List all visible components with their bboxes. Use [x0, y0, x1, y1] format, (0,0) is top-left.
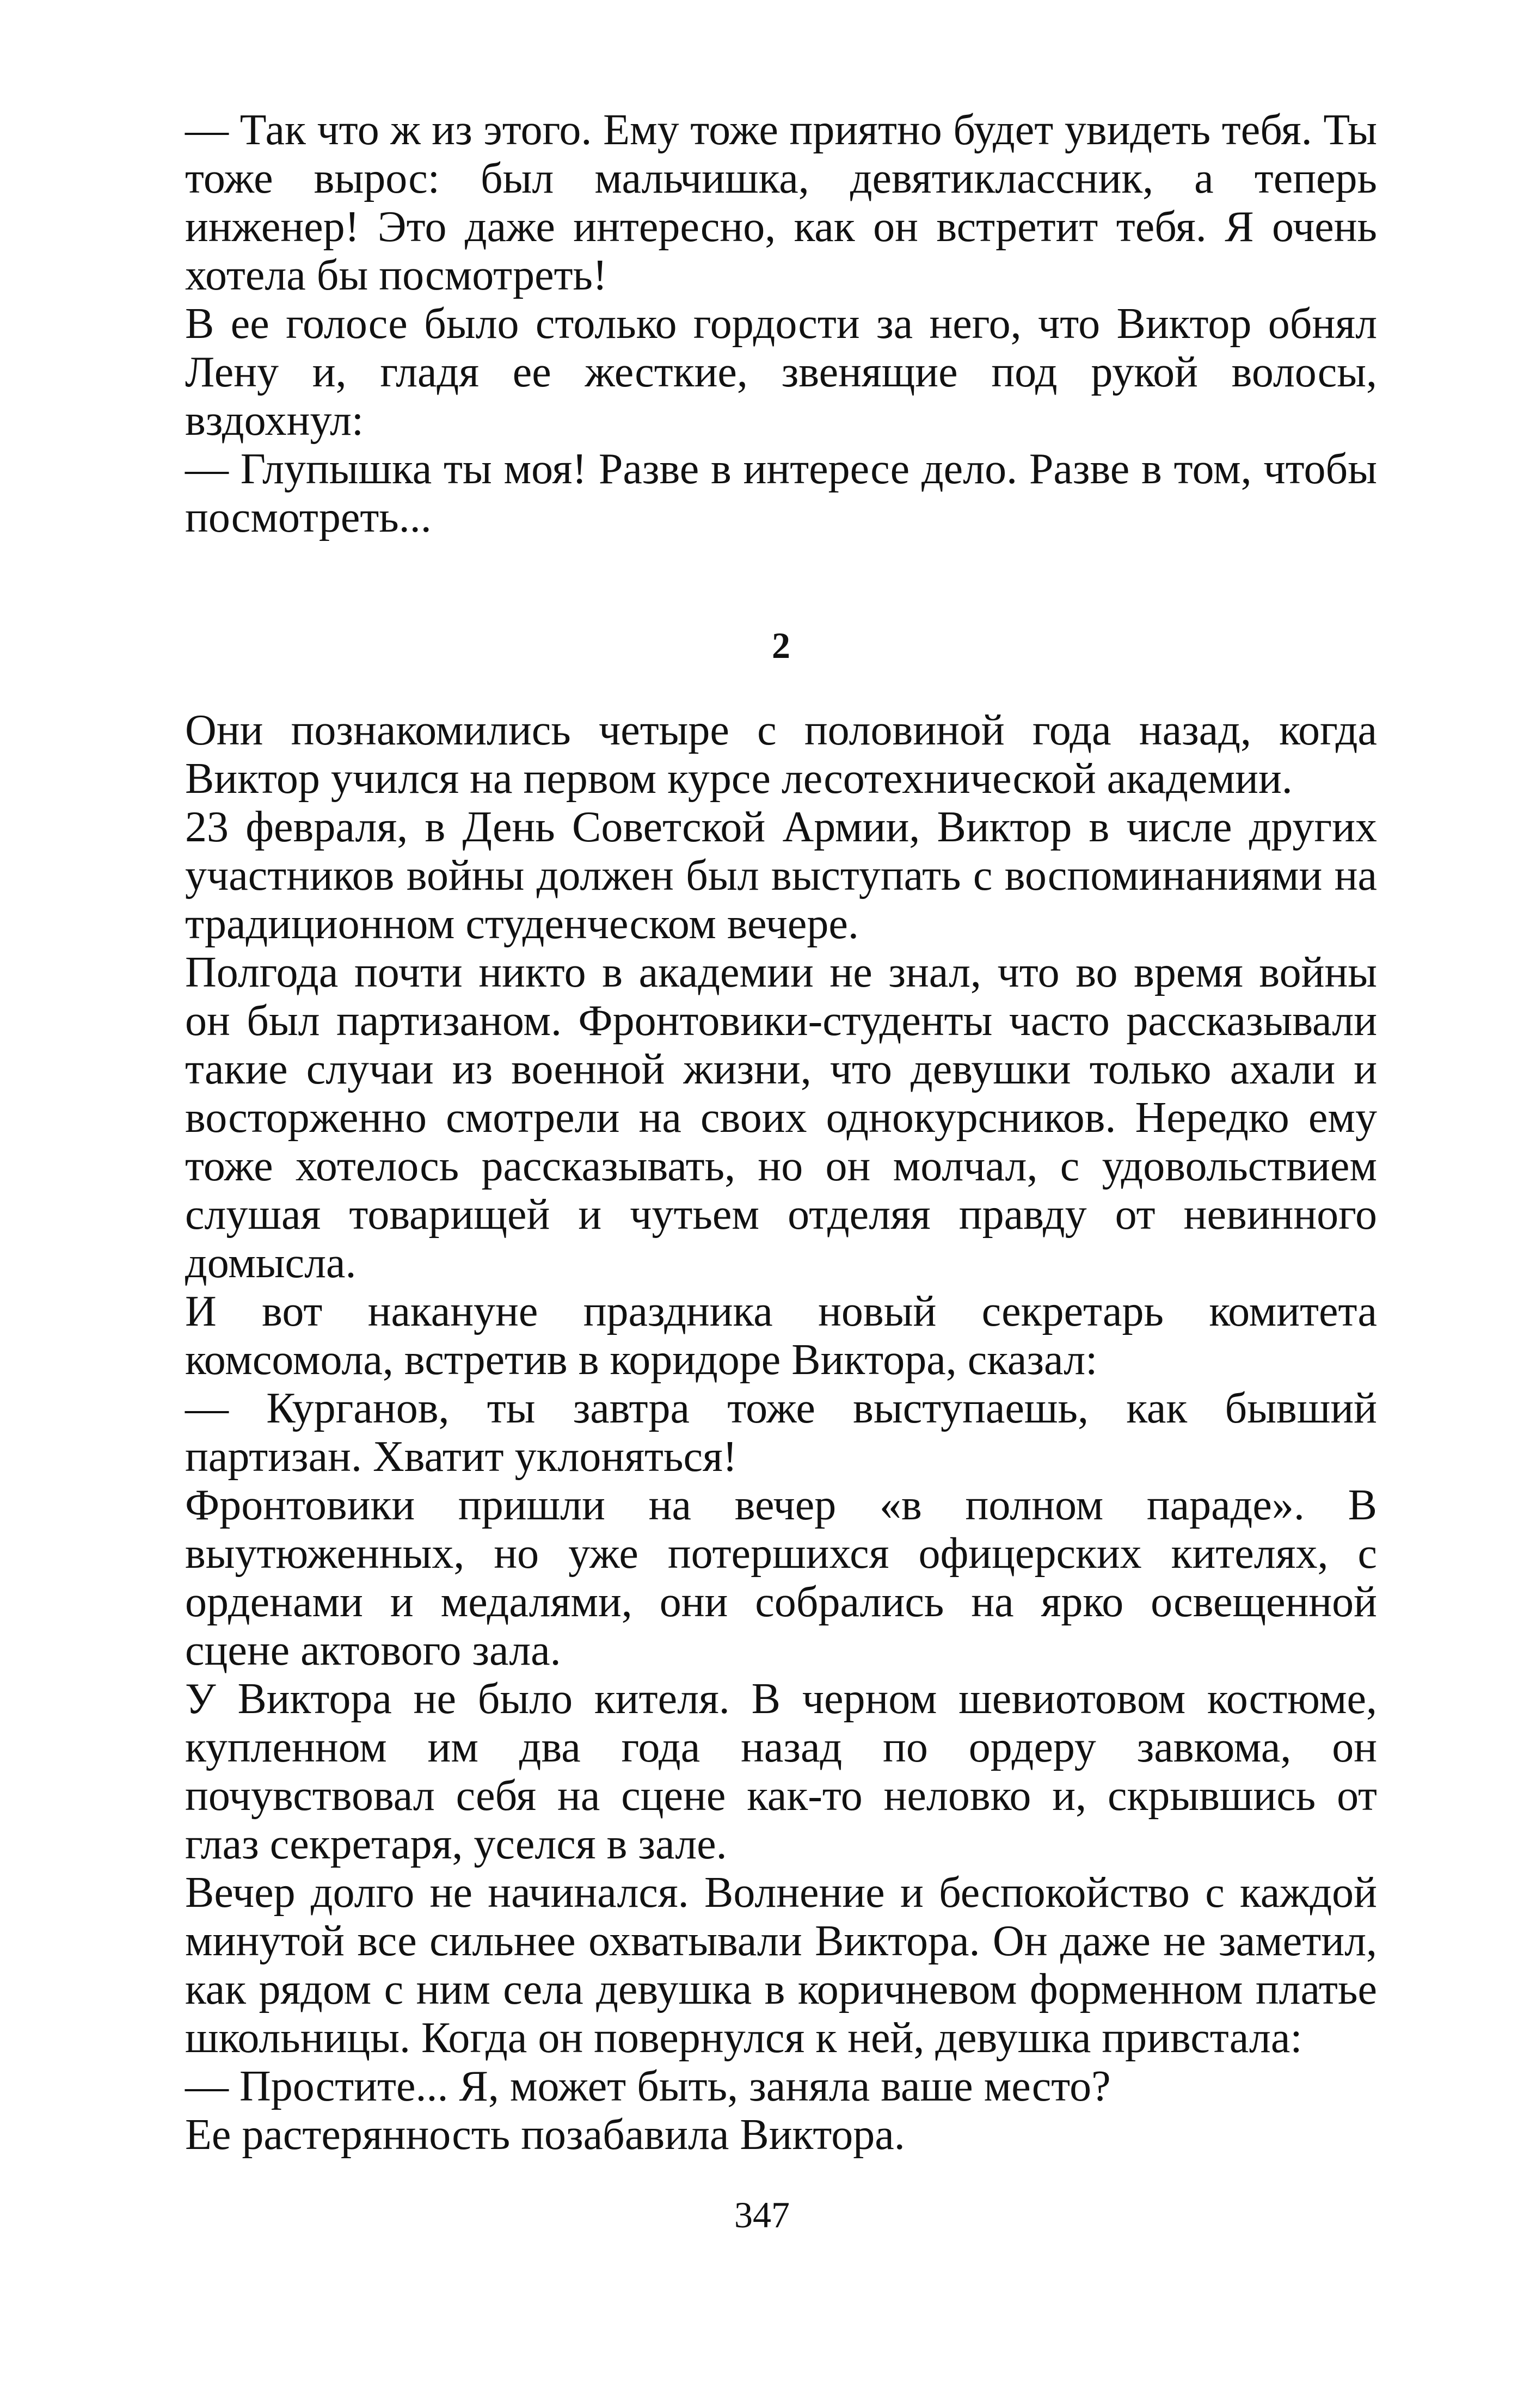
paragraph: Вечер долго не начинался. Волнение и беспокойство с каждой минутой все сильнее охватывали Виктора. Он даже не заметил, как рядом с ним села девушка в коричневом форменном платье школьницы. Когда он повернулся к ней, девушка привстала:: [185, 1869, 1377, 2062]
paragraph: В ее голосе было столько гордости за него, что Виктор обнял Лену и, гладя ее жесткие, звенящие под рукой волосы, вздохнул:: [185, 300, 1377, 445]
paragraph: — Глупышка ты моя! Разве в интересе дело. Разве в том, чтобы посмотреть...: [185, 445, 1377, 541]
paragraph: — Простите... Я, может быть, заняла ваше место?: [185, 2062, 1111, 2110]
paragraph: Фронтовики пришли на вечер «в полном параде». В выутюженных, но уже потершихся офицерских кителях, с орденами и медалями, они собрались на ярко освещенной сцене актового зала.: [185, 1481, 1377, 1674]
paragraph: Полгода почти никто в академии не знал, что во время войны он был партизаном. Фронтовики-студенты часто рассказывали такие случаи из военной жизни, что девушки только ахали и восторженно смотрели на своих однокурсников. Нередко ему тоже хотелось рассказывать, но он молчал, с удовольствием слушая товарищей и чутьем отделяя правду от невинного домысла.: [185, 949, 1377, 1287]
section-number: 2: [772, 625, 790, 666]
page-number: 347: [734, 2194, 790, 2235]
paragraph: 23 февраля, в День Советской Армии, Виктор в числе других участников войны должен был выступать с воспоминаниями на традиционном студенческом вечере.: [185, 803, 1377, 948]
paragraph: — Так что ж из этого. Ему тоже приятно будет увидеть тебя. Ты тоже вырос: был мальчишка, девятиклассник, а теперь инженер! Это даже интересно, как он встретит тебя. Я очень хотела бы посмотреть!: [185, 106, 1377, 299]
paragraph: — Курганов, ты завтра тоже выступаешь, как бывший партизан. Хватит уклоняться!: [185, 1384, 1377, 1481]
paragraph: Ее растерянность позабавила Виктора.: [185, 2111, 905, 2159]
paragraph: Они познакомились четыре с половиной года назад, когда Виктор учился на первом курсе лесотехнической академии.: [185, 706, 1377, 803]
paragraph: И вот накануне праздника новый секретарь комитета комсомола, встретив в коридоре Виктора, сказал:: [185, 1288, 1377, 1384]
page-body: [185, 106, 1377, 2159]
paragraph: У Виктора не было кителя. В черном шевиотовом костюме, купленном им два года назад по ордеру завкома, он почувствовал себя на сцене как-то неловко и, скрывшись от глаз секретаря, уселся в зале.: [185, 1675, 1377, 1868]
